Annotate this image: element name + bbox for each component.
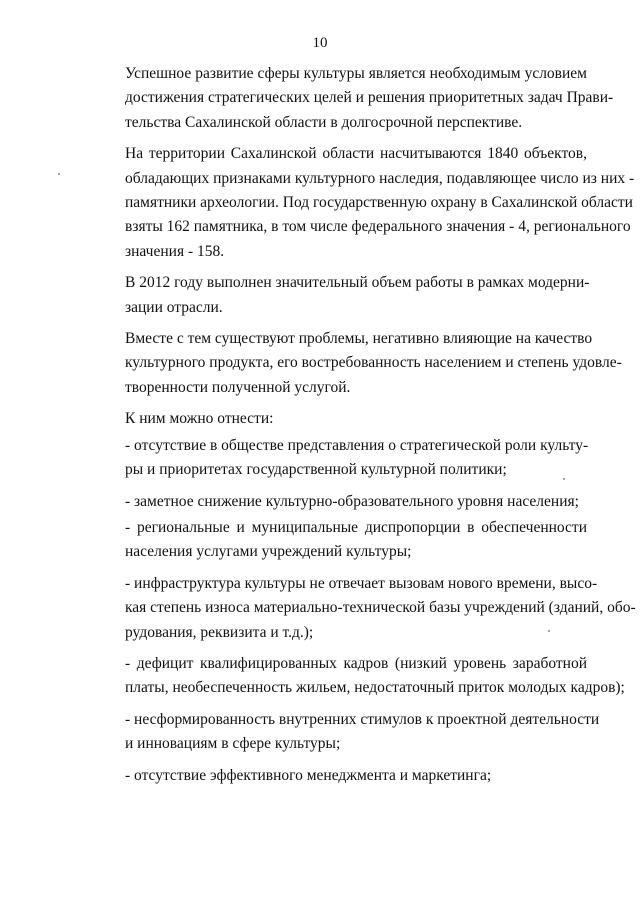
- text-line: культурного продукта, его востребованность населением и степень удовле-: [125, 354, 622, 372]
- text-line: кая степень износа материально-технической базы учреждений (зданий, обо-: [125, 599, 636, 617]
- scan-speck: [563, 478, 565, 480]
- list-item-innovation-incentives: [87, 708, 600, 757]
- text-line: зации отрасли.: [125, 298, 223, 316]
- text-line: - инфраструктура культуры не отвечает вызовам нового времени, высо-: [125, 574, 598, 592]
- text-line: - несформированность внутренних стимулов к проектной деятельности: [125, 710, 600, 728]
- text-line: ры и приоритетах государственной культурной политики;: [125, 461, 507, 479]
- list-item-strategic-role: [87, 434, 587, 483]
- text-line: значения - 158.: [125, 242, 225, 260]
- text-line: рудования, реквизита и т.д.);: [125, 623, 314, 641]
- scan-speck: [548, 630, 550, 632]
- text-line: населения услугами учреждений культуры;: [125, 543, 412, 561]
- text-line: обладающих признаками культурного наследия, подавляющее число из них -: [125, 169, 635, 187]
- paragraph-cultural-development: [87, 62, 614, 135]
- text-line: платы, необеспеченность жильем, недостаточный приток молодых кадров);: [125, 679, 625, 697]
- paragraph-problems: [87, 327, 622, 400]
- text-line: тельства Сахалинской области в долгосрочной перспективе.: [125, 113, 523, 131]
- text-line: К ним можно отнести:: [125, 410, 274, 428]
- text-line: - отсутствие эффективного менеджмента и маркетинга;: [125, 766, 492, 784]
- list-item-staff-shortage: [87, 652, 625, 701]
- text-line: творенности полученной услугой.: [125, 378, 351, 396]
- body-text: [87, 62, 636, 795]
- paragraph-modernization: [87, 271, 590, 320]
- text-line: - дефицит квалифицированных кадров (низкий уровень заработной: [125, 654, 587, 672]
- text-line: - заметное снижение культурно-образовательного уровня населения;: [125, 492, 579, 510]
- text-line: Успешное развитие сферы культуры является необходимым условием: [125, 65, 587, 82]
- list-item-regional-disproportions: [87, 516, 587, 565]
- paragraph-list-intro: [87, 407, 587, 431]
- text-line: памятники археологии. Под государственную охрану в Сахалинской области: [125, 194, 633, 212]
- text-line: взяты 162 памятника, в том числе федерального значения - 4, регионального: [125, 218, 631, 236]
- text-line: - отсутствие в обществе представления о стратегической роли культу-: [125, 436, 589, 454]
- list-item-infrastructure: [87, 572, 636, 645]
- text-line: В 2012 году выполнен значительный объем работы в рамках модерни-: [125, 274, 590, 292]
- page-number: 10: [312, 35, 328, 51]
- list-item-education-level: [87, 490, 587, 514]
- scan-speck: [58, 173, 60, 175]
- text-line: На территории Сахалинской области насчитываются 1840 объектов,: [125, 145, 587, 163]
- list-item-management-marketing: [87, 764, 587, 788]
- paragraph-heritage-objects: [87, 142, 635, 264]
- text-line: достижения стратегических целей и решения приоритетных задач Прави-: [125, 89, 614, 107]
- text-line: и инновациям в сфере культуры;: [125, 735, 341, 753]
- text-line: - региональные и муниципальные диспропорции в обеспеченности: [125, 518, 587, 536]
- text-line: Вместе с тем существуют проблемы, негативно влияющие на качество: [125, 330, 593, 348]
